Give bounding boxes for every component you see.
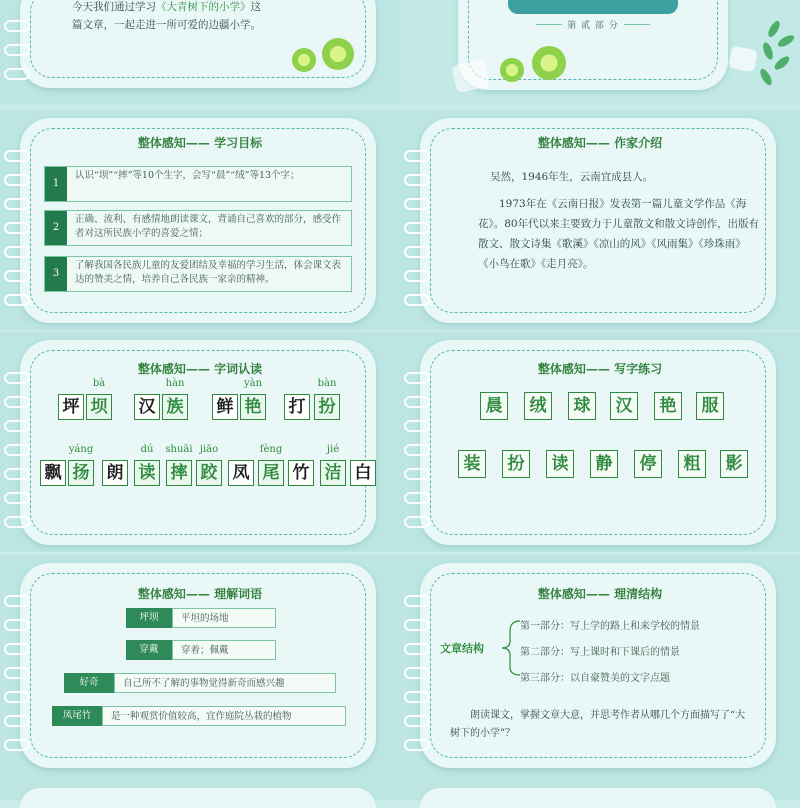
pinyin-label: shuāi [165,444,193,455]
vocab-term: 好奇 [64,673,114,693]
ice-cube-icon [728,46,757,72]
write-char-box: 晨 [480,392,508,420]
slide-structure [400,555,800,800]
write-char-box: 装 [458,450,486,478]
char-box: 艳 [240,394,266,420]
pinyin-label: dú [140,444,154,455]
slide-author [400,110,800,330]
char-box: 坪 [58,394,84,420]
pinyin-label: bàn [317,378,337,389]
structure-question: 朗读课文，掌握文章大意，并思考作者从哪几个方面描写了“大树下的小学”？ [450,710,746,739]
pinyin-label: bà [92,378,106,389]
slide-title: 整体感知—— 理清结构 [537,587,663,601]
char-box: 扬 [68,460,94,486]
binder-rings [4,20,34,92]
pinyin-label: yàn [243,378,263,389]
part-banner [508,0,678,14]
write-char-box: 粗 [678,450,706,478]
deco-line-left [536,24,562,25]
slide-writing [400,332,800,552]
slide-title: 整体感知—— 学习目标 [137,136,263,150]
structure-part: 第一部分：写上学的路上和来学校的情景 [520,621,700,632]
author-works: 1973年在《云南日报》发表第一篇儿童文学作品《海花》。80年代以来主要致力于儿童散文和散文诗创作，出版有散文、散文诗集《歌溪》《凉山的风》《风雨集》《珍珠雨》《小鸟在歌》《走月亮》。 [478,198,760,270]
pinyin-label: fèng [259,444,283,455]
pinyin-label: hàn [165,378,185,389]
vocab-definition: 平坦的场地 [172,608,276,628]
write-char-box: 球 [568,392,596,420]
lime-slice-icon [532,46,566,80]
char-box: 摔 [166,460,192,486]
write-char-box: 艳 [654,392,682,420]
slide-part-cover [400,0,800,105]
binder-rings [404,150,434,318]
slide-card [458,0,728,90]
char-box: 尾 [258,460,284,486]
vocab-definition: 是一种观赏价值较高，宜作庭院丛栽的植物 [102,706,346,726]
objective-item: 1 认识“坝”“摔”等10个生字，会写“晨”“绒”等13个字； [44,166,352,202]
char-box: 竹 [288,460,314,486]
write-char-box: 静 [590,450,618,478]
char-box: 坝 [86,394,112,420]
write-char-box: 读 [546,450,574,478]
char-box: 白 [350,460,376,486]
slide-card [20,0,376,88]
char-box: 读 [134,460,160,486]
write-char-box: 绒 [524,392,552,420]
char-box: 鲜 [212,394,238,420]
pinyin-label: jié [326,444,340,455]
vocab-term: 坪坝 [126,608,172,628]
slide-title: 整体感知—— 作家介绍 [537,136,663,150]
char-box: 朗 [102,460,128,486]
write-char-box: 汉 [610,392,638,420]
lime-slice-icon [292,48,316,72]
binder-rings [4,150,34,318]
binder-rings [404,372,434,540]
slide-intro [0,0,400,105]
author-intro: 吴然，1946年生，云南宜成县人。 [490,171,654,183]
char-box: 打 [284,394,310,420]
char-box: 扮 [314,394,340,420]
slide-title: 整体感知—— 理解词语 [137,587,263,601]
char-box: 凤 [228,460,254,486]
vocab-definition: 穿着；佩戴 [172,640,276,660]
char-box: 飘 [40,460,66,486]
char-box: 族 [162,394,188,420]
structure-part: 第二部分：写上课时和下课后的情景 [520,647,680,658]
pinyin-label: yáng [68,444,94,455]
part-subtitle: 第 贰 部 分 [567,21,619,31]
lime-slice-icon [322,38,354,70]
vocab-definition: 自己所不了解的事物觉得新奇而感兴趣 [114,673,336,693]
slide-title: 整体感知—— 写字练习 [537,362,663,376]
slide-words [0,332,400,552]
objective-item: 3 了解我国各民族儿童的友爱团结及幸福的学习生活，体会课文表达的赞美之情，培养自己各民族一家亲的精神。 [44,256,352,292]
char-box: 汉 [134,394,160,420]
char-box: 跤 [196,460,222,486]
intro-text: 今天我们通过学习《大青树下的小学》这 篇文章，一起走进一所可爱的边疆小学。 [72,1,261,31]
slide-vocab [0,555,400,800]
write-char-box: 影 [720,450,748,478]
binder-rings [4,595,34,763]
next-slide-edge [20,788,376,808]
lime-slice-icon [500,58,524,82]
binder-rings [4,372,34,540]
vocab-term: 凤尾竹 [52,706,102,726]
slide-objectives [0,110,400,330]
objective-item: 2 正确、流利、有感情地朗读课文，背诵自己喜欢的部分，感受作者对这所民族小学的喜爱之情； [44,210,352,246]
write-char-box: 扮 [502,450,530,478]
binder-rings [404,595,434,763]
write-char-box: 服 [696,392,724,420]
char-box: 洁 [320,460,346,486]
pinyin-label: jiāo [199,444,219,455]
slide-title: 整体感知—— 字词认读 [137,362,263,376]
structure-label: 文章结构 [440,642,484,655]
write-char-box: 停 [634,450,662,478]
structure-part: 第三部分：以自豪赞美的文字点题 [520,673,670,684]
deco-line-right [624,24,650,25]
vocab-term: 穿戴 [126,640,172,660]
leaf-branch-icon [760,20,800,100]
next-slide-edge [420,788,776,808]
